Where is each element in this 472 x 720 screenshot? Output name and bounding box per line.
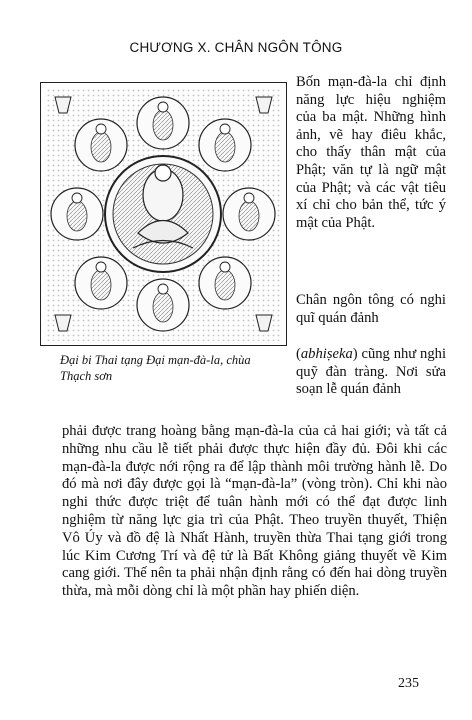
paragraph-2-start-text: Chân ngôn tông có nghi quĩ quán đảnh	[296, 292, 446, 326]
abhiseka-term: abhiṣeka	[300, 346, 353, 362]
paragraph-2-start	[296, 292, 446, 327]
paragraph-1	[296, 74, 446, 232]
paragraph-2-body	[62, 423, 447, 601]
mandala-illustration	[41, 83, 286, 345]
chapter-header: CHƯƠNG X. CHÂN NGÔN TÔNG	[129, 40, 343, 55]
figure-caption: Đại bi Thai tạng Đại mạn-đà-la, chùa Thạch sơn	[60, 353, 251, 383]
paragraph-2-continuation-text: (abhiṣeka) cũng như nghi quỹ đàn tràng. Nơi sửa soạn lễ quán đảnh	[296, 346, 446, 398]
paragraph-2-cont-span: ) cũng như nghi quỹ đàn tràng. Nơi sửa soạn lễ quán đảnh	[296, 346, 446, 398]
paragraph-2-continuation	[296, 346, 446, 399]
paragraph-1-text: Bốn mạn-đà-la chỉ định năng lực hiệu nghiệm của ba mật. Những hình ảnh, vẽ hay điêu khắc, cho thấy thân mật của Phật; văn tự là ngữ mật của Phật; và các vật tiêu xí chỉ cho bản thể, tức ý mật của Phật.	[296, 74, 446, 231]
paragraph-2-body-text: phải được trang hoàng bằng mạn-đà-la của cả hai giới; và tất cả những nhu cầu lễ tiết phải được thực hiện đầy đủ. Đôi khi các mạn-đà-la được nới rộng ra để lập thành môi trường hành lễ. Do đó mà nơi đây được gọi là “mạn-đà-la” (vòng tròn). Chỉ khi nào nghi thức được triệt để tuân hành mới có thể đạt được linh nghiệm từ năng lực gia trì của Phật. Theo truyền thuyết, Thiện Vô Úy và đồ đệ là Nhất Hành, truyền thừa Thai tạng giới trong lúc Kim Cương Trí và đệ tử là Bất Không giảng thuyết về Kim cang giới. Thế nên ta phải nhận định rằng có đến hai dòng truyền thừa, mà mỗi dòng chỉ là một phần hay phiến diện.	[62, 423, 447, 600]
page-number: 235	[398, 676, 419, 691]
mandala-figure	[40, 82, 287, 346]
